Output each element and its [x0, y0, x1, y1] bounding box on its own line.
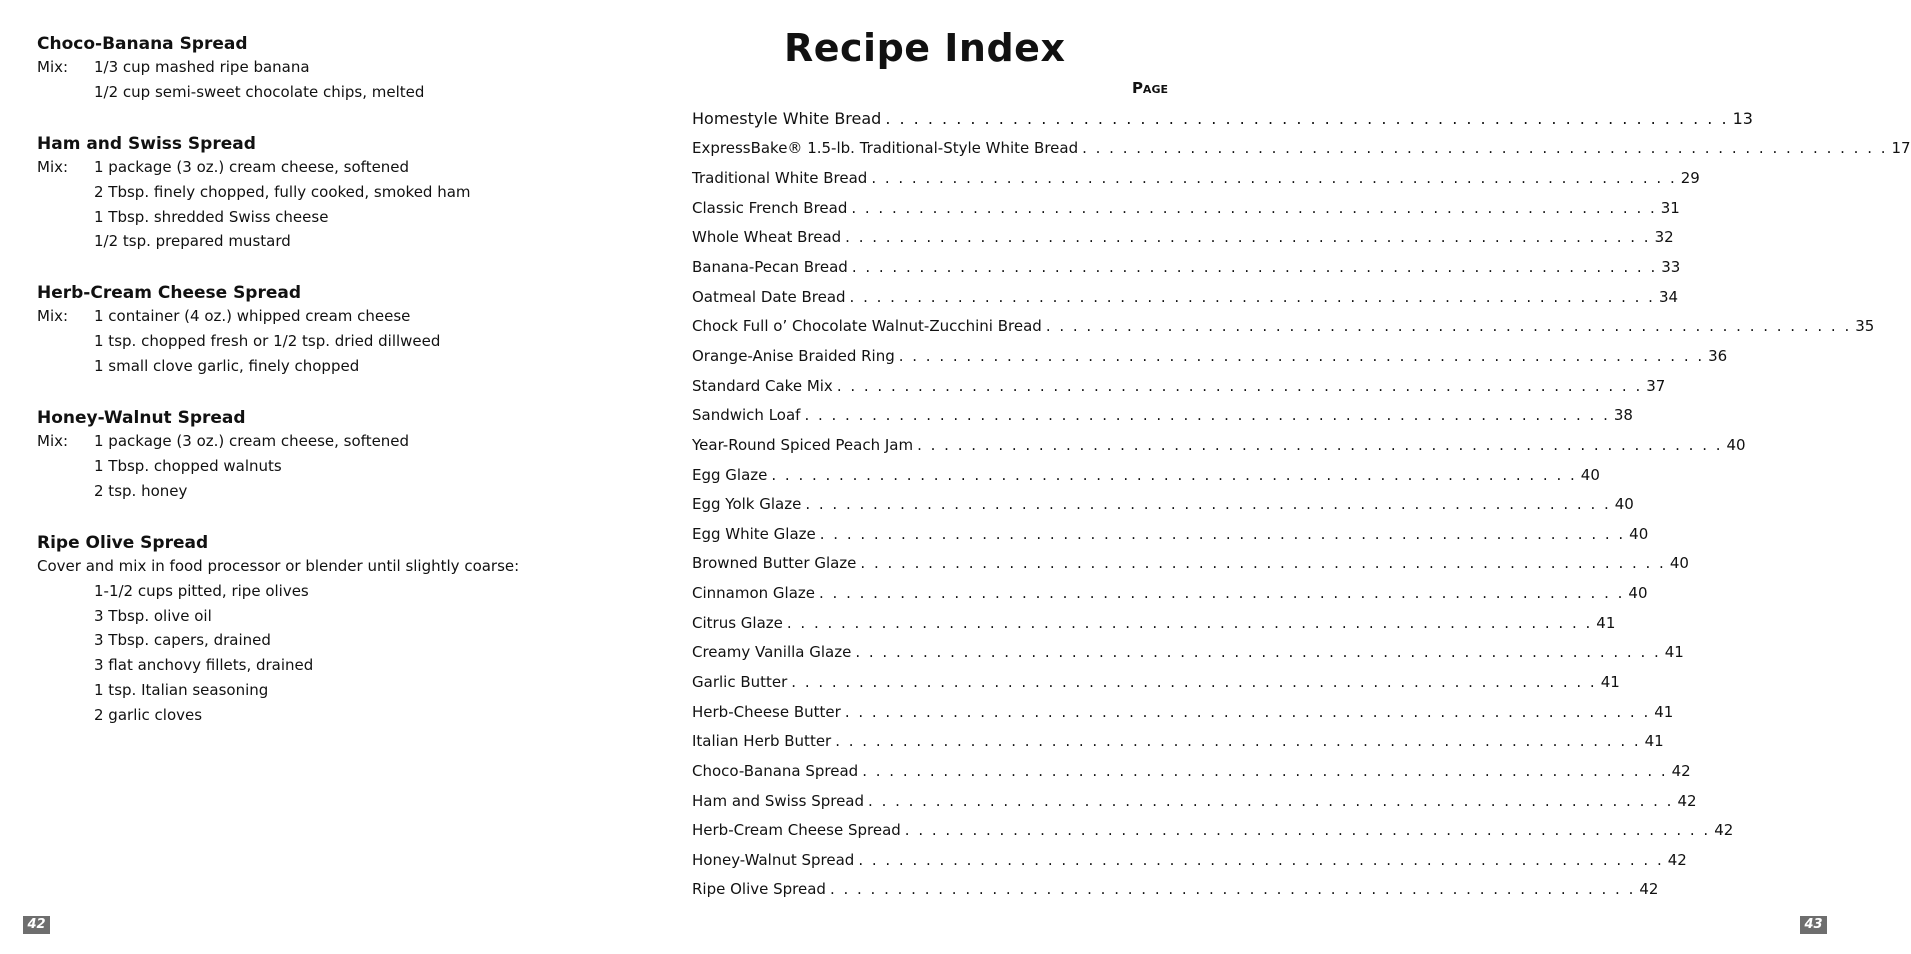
- ingredient-block: [37, 155, 471, 254]
- dot-leader: [820, 525, 1625, 543]
- index-entry-name: Orange-Anise Braided Ring: [692, 346, 895, 365]
- dot-leader: [837, 377, 1642, 395]
- ingredient: 1 package (3 oz.) cream cheese, softened: [94, 158, 410, 176]
- dot-leader: [819, 584, 1624, 602]
- index-entry: [692, 223, 1674, 253]
- index-entry: [692, 638, 1684, 668]
- index-entry-page: 42: [1639, 880, 1659, 899]
- ingredient: 1 tsp. chopped fresh or 1/2 tsp. dried dillweed: [94, 331, 441, 350]
- index-entry: [692, 134, 1911, 164]
- dot-leader: [845, 703, 1650, 721]
- index-entry-name: Herb-Cream Cheese Spread: [692, 821, 901, 840]
- index-entry: [692, 756, 1691, 786]
- recipe-choco-banana: [37, 33, 424, 105]
- ingredient: 1 package (3 oz.) cream cheese, softened: [94, 432, 410, 450]
- dot-leader: [905, 821, 1710, 839]
- dot-leader: [1082, 139, 1887, 157]
- index-entry-page: 42: [1671, 761, 1691, 780]
- ingredient: 3 Tbsp. olive oil: [94, 606, 212, 625]
- dot-leader: [862, 762, 1667, 780]
- dot-leader: [855, 643, 1660, 661]
- ingredient: 1 small clove garlic, finely chopped: [94, 356, 360, 375]
- recipe-herb-cream-cheese: [37, 282, 440, 378]
- ingredient: 1 Tbsp. shredded Swiss cheese: [94, 207, 329, 226]
- index-entry-page: 42: [1714, 821, 1734, 840]
- ingredient: 2 garlic cloves: [94, 705, 203, 724]
- index-entry-page: 32: [1654, 228, 1674, 247]
- ingredient: 3 Tbsp. capers, drained: [94, 631, 271, 650]
- dot-leader: [850, 288, 1655, 306]
- index-entry-page: 36: [1708, 346, 1728, 365]
- dot-leader: [1046, 317, 1851, 335]
- index-entry-page: 33: [1661, 258, 1681, 277]
- right-page: [617, 0, 1911, 954]
- index-entry-name: Creamy Vanilla Glaze: [692, 643, 852, 662]
- index-entry-name: Banana-Pecan Bread: [692, 258, 848, 277]
- ingredient-block: [37, 429, 409, 503]
- page-column-header: Page: [1131, 79, 1168, 97]
- index-entry: [692, 460, 1600, 490]
- index-entry-page: 42: [1667, 850, 1687, 869]
- dot-leader: [917, 436, 1722, 454]
- ingredient: 1/3 cup mashed ripe banana: [94, 58, 310, 76]
- index-entry-page: 29: [1680, 169, 1700, 188]
- index-entry: [692, 875, 1659, 905]
- index-entry-page: 41: [1664, 643, 1684, 662]
- index-entry-page: 41: [1644, 732, 1664, 751]
- index-entry: [692, 667, 1620, 697]
- ingredient: 3 flat anchovy fillets, drained: [94, 656, 314, 675]
- ingredient: 1/2 tsp. prepared mustard: [94, 232, 291, 251]
- ingredient: 1-1/2 cups pitted, ripe olives: [94, 581, 309, 600]
- index-entry-name: Herb-Cheese Butter: [692, 702, 841, 721]
- index-entry-name: Cinnamon Glaze: [692, 584, 815, 603]
- mix-label: Mix:: [37, 158, 69, 176]
- page-title: Recipe Index: [784, 26, 1066, 70]
- ingredient: 1 tsp. Italian seasoning: [94, 680, 269, 699]
- index-entry-name: Choco-Banana Spread: [692, 761, 859, 780]
- index-entry: [692, 341, 1728, 371]
- dot-leader: [858, 851, 1663, 869]
- index-entry-page: 34: [1658, 287, 1679, 306]
- dot-leader: [860, 554, 1665, 572]
- mix-label: Mix:: [37, 307, 69, 325]
- index-entry: [692, 311, 1875, 341]
- recipe-ham-swiss: [37, 133, 471, 254]
- index-entry: [692, 697, 1674, 727]
- index-entry-page: 40: [1614, 495, 1634, 514]
- index-entry-page: 41: [1596, 613, 1616, 632]
- index-entry-page: 35: [1855, 317, 1875, 336]
- page-number: 42: [23, 916, 50, 934]
- index-entry-page: 37: [1646, 376, 1666, 395]
- index-entry-page: 40: [1726, 435, 1746, 454]
- index-entry-name: Egg Yolk Glaze: [692, 495, 802, 514]
- dot-leader: [851, 199, 1656, 217]
- recipe-title: Ham and Swiss Spread: [37, 134, 256, 154]
- index-entry-name: Citrus Glaze: [692, 613, 783, 632]
- index-entry-page: 42: [1677, 791, 1697, 810]
- ingredient: 2 tsp. honey: [94, 481, 188, 500]
- ingredient-block: [37, 304, 440, 378]
- index-entry: [692, 371, 1666, 401]
- index-entry-name: Ripe Olive Spread: [692, 880, 826, 899]
- index-entry: [692, 815, 1734, 845]
- index-entry-name: Year-Round Spiced Peach Jam: [692, 435, 914, 454]
- index-entry-name: Standard Cake Mix: [692, 376, 833, 395]
- index-entry-name: Sandwich Loaf: [692, 406, 801, 425]
- dot-leader: [771, 466, 1576, 484]
- dot-leader: [868, 792, 1673, 810]
- dot-leader: [845, 228, 1650, 246]
- recipe-ripe-olive: [37, 532, 519, 728]
- index-entry-name: Egg Glaze: [692, 465, 768, 484]
- index-entry-name: Egg White Glaze: [692, 524, 816, 543]
- index-entry-name: Italian Herb Butter: [692, 732, 832, 751]
- index-entry: [692, 400, 1633, 430]
- index-entry-name: Browned Butter Glaze: [692, 554, 857, 573]
- index-entry-page: 17: [1891, 139, 1911, 158]
- index-entry-page: 40: [1669, 554, 1689, 573]
- index-entry: [692, 726, 1664, 756]
- mix-label: Mix:: [37, 58, 69, 76]
- index-entry-name: ExpressBake® 1.5-lb. Traditional-Style White Bread: [692, 139, 1079, 158]
- recipe-instruction: Cover and mix in food processor or blender until slightly coarse:: [37, 557, 520, 575]
- index-entry: [692, 163, 1700, 193]
- index-entry: [692, 282, 1679, 312]
- dot-leader: [899, 347, 1704, 365]
- page-number: 43: [1800, 916, 1827, 934]
- recipe-honey-walnut: [37, 407, 409, 503]
- dot-leader: [805, 495, 1610, 513]
- ingredient: 1 container (4 oz.) whipped cream cheese: [94, 307, 411, 325]
- recipe-title: Honey-Walnut Spread: [37, 408, 246, 428]
- dot-leader: [830, 880, 1635, 898]
- dot-leader: [804, 406, 1609, 424]
- recipe-title: Choco-Banana Spread: [37, 34, 248, 54]
- index-entry-page: 41: [1654, 702, 1674, 721]
- ingredient: 1/2 cup semi-sweet chocolate chips, melted: [94, 82, 425, 101]
- ingredient-block: [37, 55, 424, 105]
- index-entry: [692, 549, 1689, 579]
- dot-leader: [871, 169, 1676, 187]
- index-entry: [692, 430, 1746, 460]
- dot-leader: [885, 109, 1728, 128]
- index-entry: [692, 786, 1697, 816]
- index-entry-page: 13: [1732, 109, 1753, 129]
- index-entry-name: Honey-Walnut Spread: [692, 850, 855, 869]
- index-entry-name: Ham and Swiss Spread: [692, 791, 865, 810]
- recipe-index-list: [692, 104, 1911, 904]
- recipe-title: Herb-Cream Cheese Spread: [37, 283, 302, 303]
- index-entry-name: Traditional White Bread: [692, 169, 868, 188]
- index-entry-name: Classic French Bread: [692, 198, 848, 217]
- index-entry: [692, 608, 1616, 638]
- index-entry-page: 41: [1600, 672, 1620, 691]
- index-entry-name: Garlic Butter: [692, 672, 788, 691]
- index-entry-page: 40: [1629, 524, 1649, 543]
- index-entry: [692, 252, 1681, 282]
- index-entry-name: Homestyle White Bread: [692, 109, 882, 129]
- index-entry: [692, 193, 1680, 223]
- dot-leader: [787, 614, 1592, 632]
- ingredient-block: [37, 579, 519, 728]
- index-entry-page: 40: [1628, 584, 1648, 603]
- index-entry: [692, 578, 1648, 608]
- left-page: [0, 0, 617, 954]
- ingredient: 2 Tbsp. finely chopped, fully cooked, smoked ham: [94, 182, 471, 201]
- dot-leader: [791, 673, 1596, 691]
- ingredient: 1 Tbsp. chopped walnuts: [94, 456, 282, 475]
- dot-leader: [835, 732, 1640, 750]
- recipe-title: Ripe Olive Spread: [37, 533, 209, 553]
- index-entry-page: 31: [1660, 198, 1680, 217]
- index-entry: [692, 845, 1687, 875]
- index-entry-name: Whole Wheat Bread: [692, 228, 842, 247]
- index-entry-page: 38: [1613, 406, 1633, 425]
- mix-label: Mix:: [37, 432, 69, 450]
- index-entry-page: 40: [1580, 465, 1600, 484]
- index-entry: [692, 519, 1649, 549]
- index-entry-name: Chock Full o’ Chocolate Walnut-Zucchini Bread: [692, 317, 1042, 336]
- index-entry: [692, 104, 1753, 134]
- index-entry-name: Oatmeal Date Bread: [692, 287, 846, 306]
- dot-leader: [852, 258, 1657, 276]
- index-entry: [692, 489, 1634, 519]
